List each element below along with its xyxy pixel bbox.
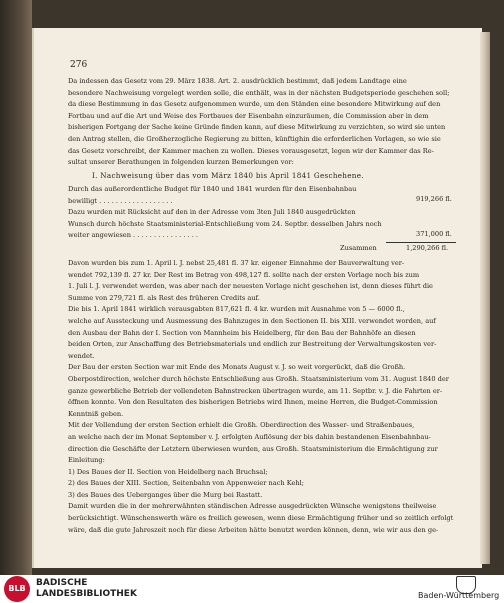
page-edge [480, 32, 490, 564]
text-line: sultat unserer Berathungen in folgenden kurzen Bemerkungen vor: [68, 158, 294, 167]
text-line: bisherigen Fortgang der Sache keine Gründe finden kann, auf diese Mitwirkung zu verzichten, so wird sie unten [68, 123, 446, 132]
text-line: den Antrag stellen, die Großherzogliche Regierung zu bitten, künftighin die erforderlichen Vorlagen, so wie sie [68, 134, 441, 143]
text-line: 3) des Baues des Ueberganges über die Murg bei Rastatt. [68, 490, 263, 499]
text-line: weiter angewiesen . . . . . . . . . . . . . . . . [68, 231, 199, 240]
text-line: Summe von 279,721 fl. als Rest des früheren Credits auf. [68, 293, 260, 302]
text-line: Mit der Vollendung der ersten Section erhielt die Großh. Oberdirection des Wasser- und Straßenbaues, [68, 421, 415, 430]
text-line: Davon wurden bis zum 1. April l. J. nebst 25,481 fl. 37 kr. eigener Einnahme der Bauverwaltung ver- [68, 259, 405, 267]
text-line: Wunsch durch höchste Staatsministerial-Entschließung vom 24. Septbr. desselben Jahrs noch [68, 219, 382, 228]
report-paragraphs [68, 258, 456, 536]
section-heading: I. Nachweisung über das vom März 1840 bis April 1841 Geschehene. [92, 171, 364, 180]
text-line: Die bis 1. April 1841 wirklich verausgabten 817,621 fl. 4 kr. wurden mit Ausnahme von 5 — 6000 fl., [68, 305, 405, 314]
page-number: 276 [70, 60, 88, 70]
text-line: Oberpostdirection, welcher durch höchste Entschließung aus Großh. Staatsministerium vom 31. August 1840 der [68, 374, 449, 383]
text-line: öffnen konnte. Von den Resultaten des bisherigen Betriebs wird Ihnen, meine Herren, die Budget-Commission [68, 398, 438, 407]
blb-logo: BLB [4, 576, 30, 602]
text-line: Dazu wurden mit Rücksicht auf den in der Adresse vom 3ten Juli 1840 ausgedrückten [68, 208, 356, 217]
text-line: Fortbau und auf die Art und Weise des Fortbaues der Eisenbahn einzuräumen, die Commission aber in dem [68, 111, 429, 120]
text-line: 2) des Baues der XIII. Section, Seitenbahn von Appenweier nach Kehl; [68, 479, 304, 488]
text-line: beiden Orten, zur Anschaffung des Betriebsmaterials und endlich zur Bestreitung der Verwaltungskosten ver- [68, 340, 437, 349]
amount-additional: 371,000 fl. [416, 230, 452, 238]
library-name [36, 578, 137, 600]
text-line: wendet. [68, 351, 95, 360]
library-line1: BADISCHE [36, 578, 88, 588]
text-line: an welche nach der im Monat September v. J. erfolgten Auflösung der bis dahin bestandenen Eisenbahnbau- [68, 432, 431, 441]
text-line: Kenntniß geben. [68, 409, 124, 418]
text-line: 1. Juli l. J. verwendet werden, was aber nach der neuesten Vorlage nicht geschehen ist, denn dieses führt die [68, 282, 433, 291]
state-name: Baden-Württemberg [418, 591, 500, 600]
book-spine [0, 0, 32, 575]
sum-rule [386, 242, 456, 243]
text-line: Da indessen das Gesetz vom 29. März 1838. Art. 2. ausdrücklich bestimmt, daß jedem Landtage eine [68, 77, 407, 85]
text-line: bewilligt . . . . . . . . . . . . . . . . . . [68, 196, 173, 205]
text-line: Durch das außerordentliche Budget für 1840 und 1841 wurden für den Eisenbahnbau [68, 185, 357, 193]
text-line: direction die Geschäfte der Letztern überwiesen wurden, aus Großh. Staatsministerium die Ermächtigung zur [68, 444, 438, 453]
text-line: besondere Nachweisung vorgelegt werden solle, die enthält, was in der nächsten Budgetsperiode geschehen soll; [68, 88, 450, 97]
text-line: Der Bau der ersten Section war mit Ende des Monats August v. J. so weit vorgerückt, daß die Großh. [68, 363, 406, 372]
text-line: das Gesetz vorschreibt, der Kammer machen zu wollen. Dieses vorausgesetzt, legen wir der Kammer das Re- [68, 146, 434, 155]
text-line: Damit wurden die in der mehrerwähnten ständischen Adresse ausgedrückten Wünsche wenigstens theilweise [68, 502, 437, 511]
text-line: wendet 792,139 fl. 27 kr. Der Rest im Betrag von 498,127 fl. sollte nach der ersten Vorlage noch bis zum [68, 270, 420, 279]
text-line: den Ausbau der Bahn der I. Section von Mannheim bis Heidelberg, für den Bau der Bahnhöfe an diesen [68, 328, 416, 337]
text-line: Einleitung: [68, 456, 105, 465]
sum-label: Zusammen [340, 244, 377, 252]
text-line: berücksichtigt. Wünschenswerth wäre es freilich gewesen, wenn diese Ermächtigung früher und so zeitlich erfolgt [68, 514, 454, 523]
text-line: wäre, daß die gute Jahreszeit noch für diese Arbeiten hätte benutzt werden können, denn, wie wir aus den ge- [68, 525, 439, 534]
text-line: da diese Bestimmung in das Gesetz aufgenommen wurde, um den Ständen eine besondere Mitwirkung auf den [68, 100, 441, 109]
intro-paragraph [68, 76, 456, 169]
library-line2: LANDESBIBLIOTHEK [36, 589, 137, 599]
text-line: 1) Des Baues der II. Section von Heidelberg nach Bruchsal; [68, 467, 268, 476]
sum-value: 1,290,266 fl. [406, 244, 449, 252]
text-line: ganze gewerbliche Betrieb der vollendeten Bahnstrecken übertragen wurde, am 11. Septbr. v. J. die Fahrten er- [68, 386, 443, 395]
text-line: welche auf Aussteckung und Ausmessung des Bahnzuges in den Sectionen II. bis XIII. verwendet worden, auf [68, 316, 436, 325]
amount-approved: 919,266 fl. [416, 195, 452, 203]
budget-paragraph [68, 184, 456, 242]
